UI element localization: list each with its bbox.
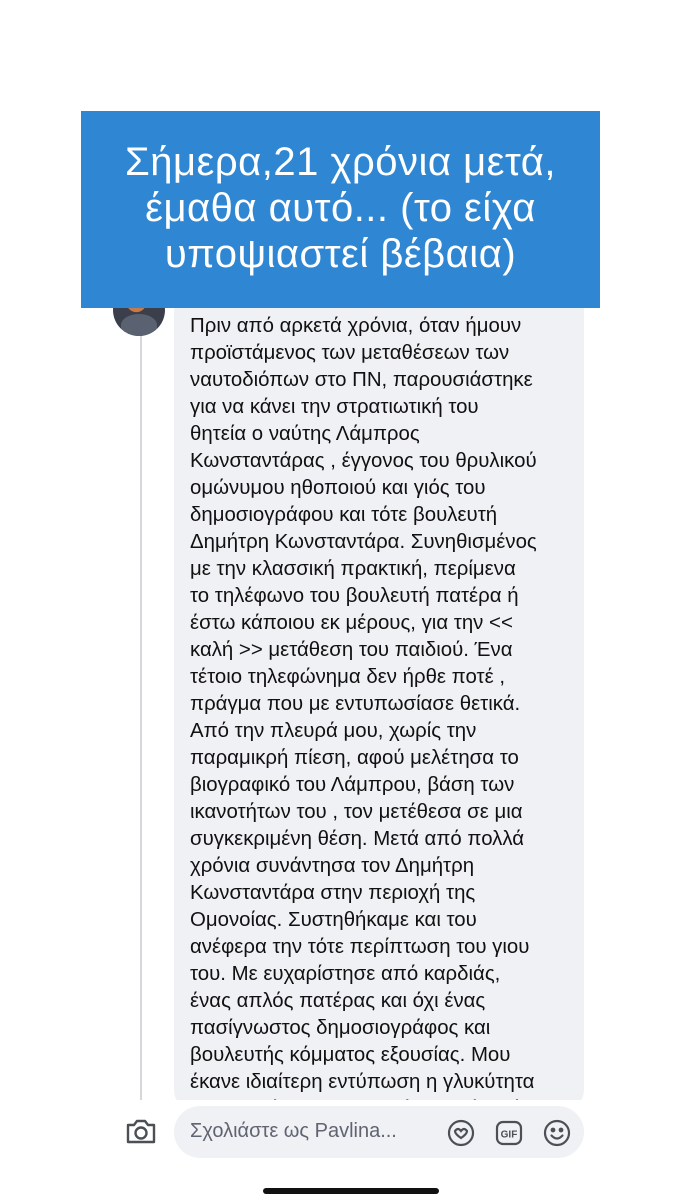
gif-icon[interactable] — [494, 1118, 524, 1148]
caption-text: Σήμερα,21 χρόνια μετά, έμαθα αυτό... (το είχα υποψιαστεί βέβαια) — [125, 139, 556, 276]
thread-line — [140, 330, 142, 1100]
comment-input[interactable] — [174, 1106, 584, 1158]
comment-composer — [0, 1100, 675, 1200]
home-indicator — [263, 1188, 439, 1194]
comment-text: Πριν από αρκετά χρόνια, όταν ήμουν προϊστάμενος των μεταθέσεων των ναυτοδιόπων στο ΠΝ, παρουσιάστηκε για να κάνει την στρατιωτική του θητεία ο ναύτης Λάμπρος Κωνσταντάρας , έγγονος του θρυλικού ομώνυμου ηθοποιού και γιός του δημοσιογράφου και τότε βουλευτή Δημήτρη Κωνσταντάρα. Συνηθισμένος με την κλασσική πρακτική, περίμενα το τηλέφωνο του βουλευτή πατέρα ή έστω κάποιου εκ μέρους, για την << καλή >> μετάθεση του παιδιού. Ένα τέτοιο τηλεφώνημα δεν ήρθε ποτέ , πράγμα που με εντυπωσίασε θετικά. Από την πλευρά μου, χωρίς την παραμικρή πίεση, αφού μελέτησα το βιογραφικό του Λάμπρου, βάση των ικανοτήτων του , τον μετέθεσα σε μια συγκεκριμένη θέση. Μετά από πολλά χρόνια συνάντησα τον Δημήτρη Κωνσταντάρα στην περιοχή της Ομονοίας. Συστηθήκαμε και του ανέφερα την τότε περίπτωση του γιου του. Με ευχαρίστησε από καρδιάς, ένας απλός πατέρας και όχι ένας πασίγνωστος δημοσιογράφος και βουλευτής κόμματος εξουσίας. Μου έκανε ιδιαίτερη εντύπωση η γλυκύτητα — [190, 315, 537, 1093]
emoji-icon[interactable] — [542, 1118, 572, 1148]
avatar-sticker-icon[interactable] — [446, 1118, 476, 1148]
camera-icon[interactable] — [124, 1114, 158, 1148]
comment-bubble — [174, 290, 584, 1110]
gif-label: GIF — [500, 1129, 518, 1141]
comment-placeholder: Σχολιάστε ως Pavlina... — [190, 1120, 397, 1142]
caption-banner — [81, 111, 600, 308]
